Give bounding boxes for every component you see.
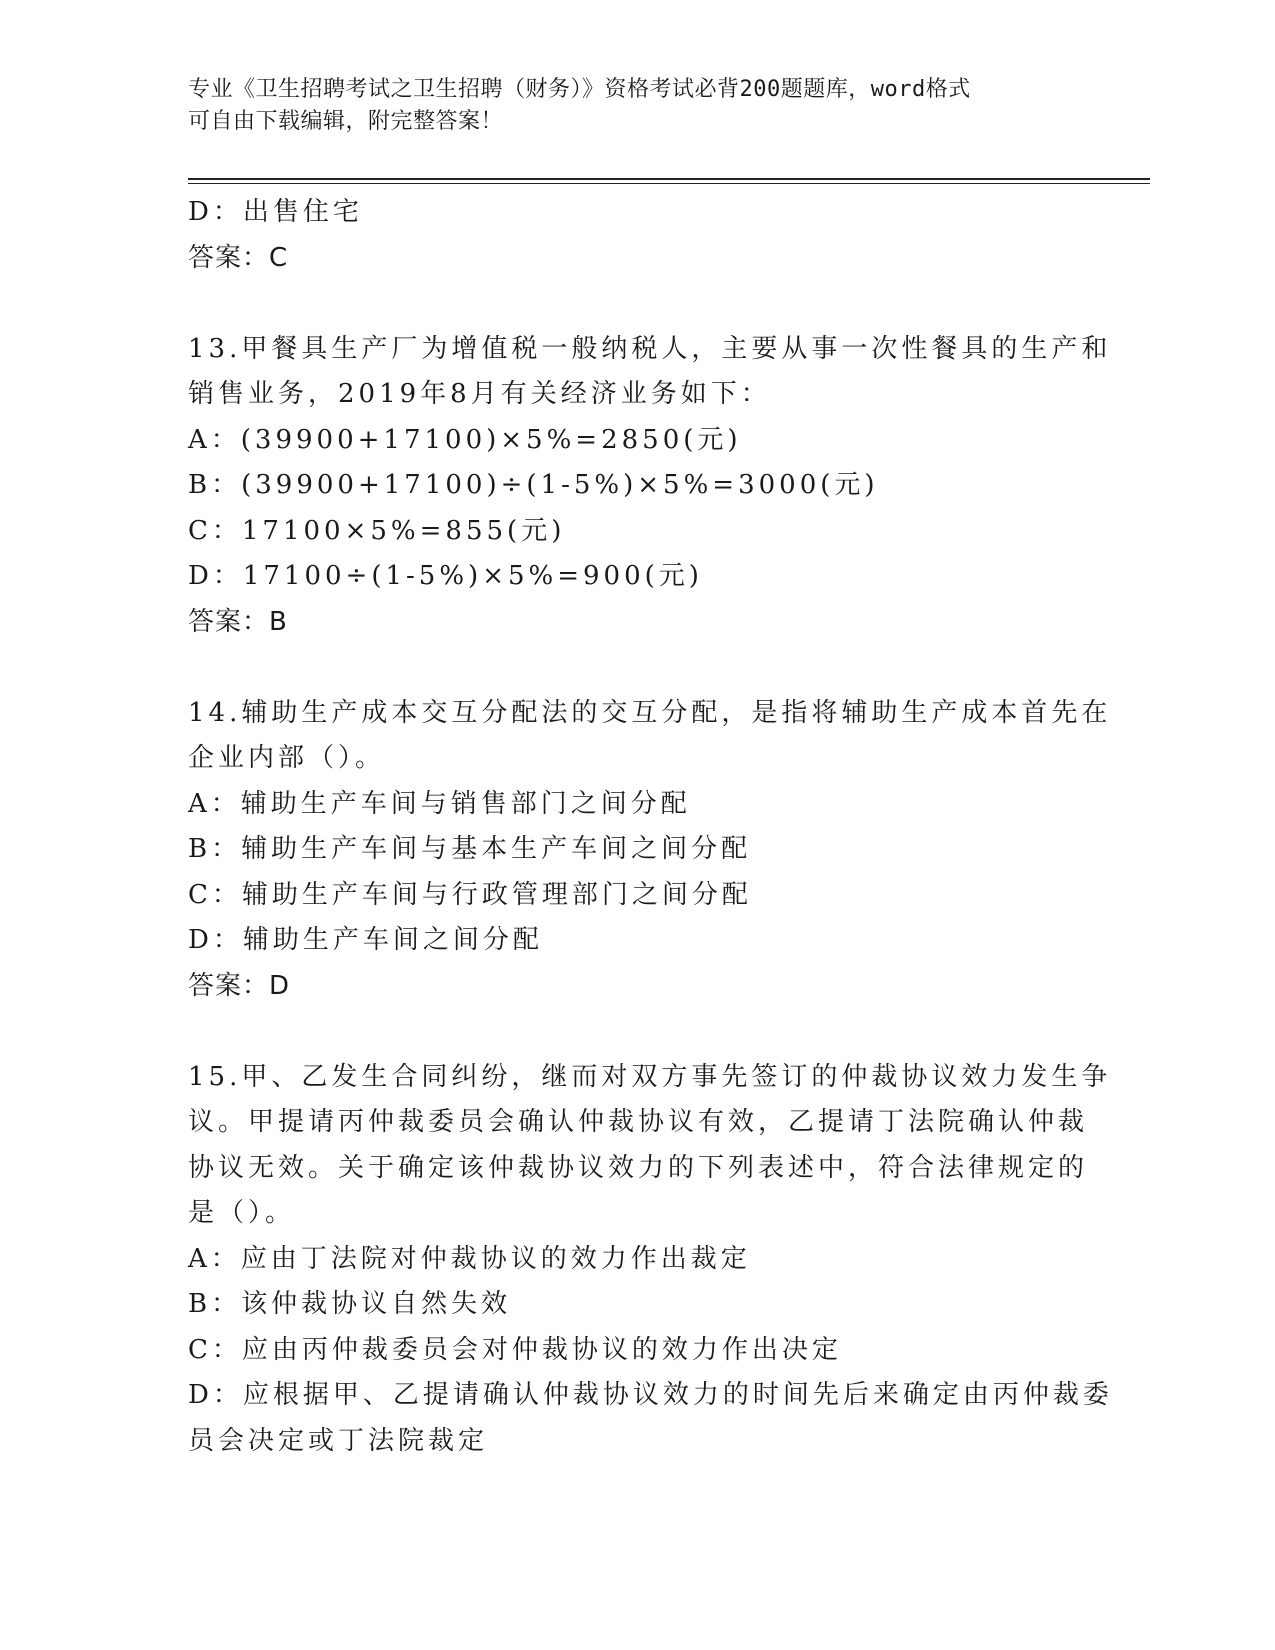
document-body bbox=[188, 190, 1113, 1464]
header-line-1: 专业《卫生招聘考试之卫生招聘（财务）》资格考试必背200题题库，word格式 bbox=[188, 77, 971, 102]
question-12-tail bbox=[188, 190, 1088, 281]
header-line-2: 可自由下载编辑，附完整答案！ bbox=[188, 109, 504, 134]
header-divider-thick bbox=[188, 178, 1150, 180]
question-14 bbox=[188, 691, 1112, 1010]
question-15 bbox=[188, 1055, 1113, 1465]
option-d: D：应根据甲、乙提请确认仲裁协议效力的时间先后来确定由丙仲裁委 bbox=[188, 1380, 1113, 1410]
option-c: C：17100×5%=855(元) bbox=[188, 515, 566, 546]
option-c: C：辅助生产车间与行政管理部门之间分配 bbox=[188, 879, 752, 910]
answer: 答案：B bbox=[188, 606, 288, 637]
option-d-continued: 员会决定或丁法院裁定 bbox=[188, 1425, 489, 1456]
option-b: B：辅助生产车间与基本生产车间之间分配 bbox=[188, 834, 752, 864]
option-b: B：该仲裁协议自然失效 bbox=[188, 1289, 512, 1319]
option-d: D：17100÷(1-5%)×5%=900(元) bbox=[188, 561, 703, 591]
question-stem: 销售业务，2019年8月有关经济业务如下： bbox=[188, 379, 771, 409]
option-c: C：应由丙仲裁委员会对仲裁协议的效力作出决定 bbox=[188, 1334, 842, 1365]
question-13 bbox=[188, 327, 1112, 646]
question-stem: 15.甲、乙发生合同纠纷，继而对双方事先签订的仲裁协议效力发生争 bbox=[188, 1061, 1112, 1092]
option-a: A：辅助生产车间与销售部门之间分配 bbox=[188, 788, 691, 819]
question-stem: 是（）。 bbox=[188, 1198, 296, 1228]
question-stem: 13.甲餐具生产厂为增值税一般纳税人，主要从事一次性餐具的生产和 bbox=[188, 333, 1112, 364]
answer: 答案：C bbox=[188, 242, 289, 273]
spacer bbox=[188, 281, 1088, 327]
question-stem: 议。甲提请丙仲裁委员会确认仲裁协议有效，乙提请丁法院确认仲裁 bbox=[188, 1107, 1089, 1137]
question-stem: 协议无效。关于确定该仲裁协议效力的下列表述中，符合法律规定的 bbox=[188, 1152, 1089, 1183]
spacer bbox=[188, 1009, 1088, 1055]
option-a: A：(39900+17100)×5%=2850(元) bbox=[188, 424, 742, 455]
document-header bbox=[188, 74, 1088, 138]
answer: 答案：D bbox=[188, 970, 291, 1001]
header-divider-thin bbox=[188, 183, 1150, 184]
option-d: D：出售住宅 bbox=[188, 197, 363, 227]
option-d: D：辅助生产车间之间分配 bbox=[188, 925, 543, 955]
question-stem: 14.辅助生产成本交互分配法的交互分配，是指将辅助生产成本首先在 bbox=[188, 697, 1112, 728]
spacer bbox=[188, 645, 1088, 691]
option-b: B：(39900+17100)÷(1-5%)×5%=3000(元) bbox=[188, 470, 879, 500]
option-a: A：应由丁法院对仲裁协议的效力作出裁定 bbox=[188, 1243, 751, 1274]
question-stem: 企业内部（）。 bbox=[188, 743, 386, 773]
